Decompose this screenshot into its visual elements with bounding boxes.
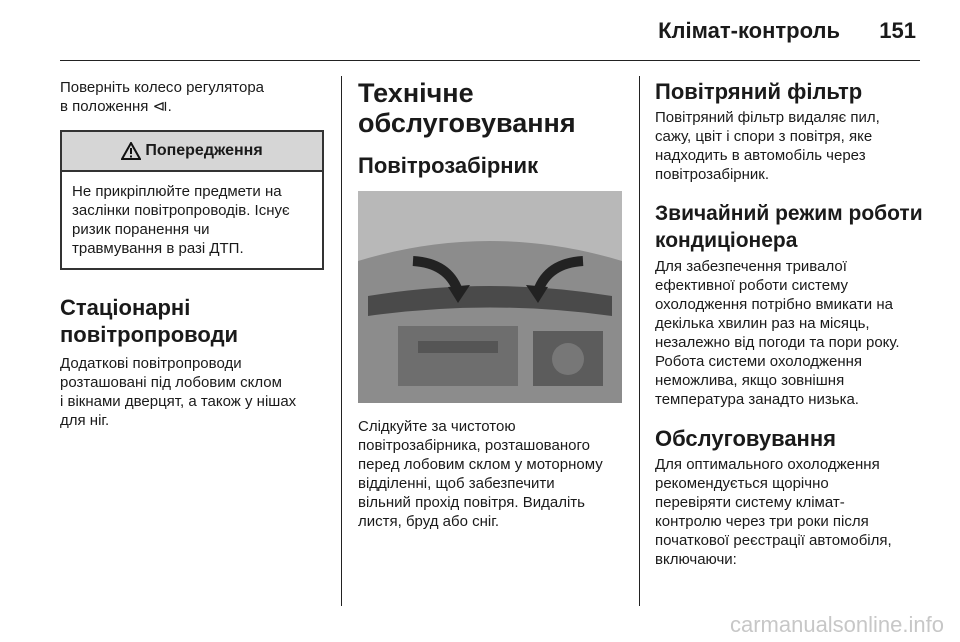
warning-box <box>60 130 324 270</box>
ac-operation-text: Для забезпечення тривалої ефективної роботи систему охолодження потрібно вмикати на декілька хвилин раз на місяць, незалежно від погоди та пори року. Робота системи охолодження неможлива, якщо зовнішня температура занадто низька. <box>655 258 900 408</box>
column-1 <box>60 78 326 430</box>
warning-line: заслінки повітропроводів. Існує <box>72 202 290 219</box>
warning-header <box>62 132 322 172</box>
header-divider <box>60 60 920 61</box>
heading-air-intake: Повітрозабірник <box>358 153 539 178</box>
column-3 <box>655 78 923 569</box>
heading-maintenance: Технічне обслуговування <box>358 78 576 138</box>
service-text: Для оптимального охолодження рекомендується щорічно перевіряти систему клімат- контролю через три роки після початкової реєстрації автомобіля, включаючи: <box>655 456 892 568</box>
column-divider-1 <box>341 76 342 606</box>
air-intake-text: Слідкуйте за чистотою повітрозабірника, розташованого перед лобовим склом у моторному відділенні, щоб забезпечити вільний прохід повітря. Видаліть листя, бруд або сніг. <box>358 418 603 530</box>
warning-line: травмування в разі ДТП. <box>72 240 244 257</box>
intro-line-1: Поверніть колесо регулятора <box>60 79 265 96</box>
page-number: 151 <box>879 18 916 43</box>
fixed-vents-text: Додаткові повітропроводи розташовані під лобовим склом і вікнами дверцят, а також у нішах для ніг. <box>60 355 297 429</box>
column-2 <box>358 78 626 531</box>
air-filter-text: Повітряний фільтр видаляє пил, сажу, цвіт і спори з повітря, яке надходить в автомобіль через повітрозабірник. <box>655 109 880 183</box>
heading-service: Обслуговування <box>655 426 836 451</box>
column-divider-2 <box>639 76 640 606</box>
warning-body <box>62 172 322 268</box>
intro-line-2: в положення ⧏. <box>60 98 172 115</box>
watermark: carmanualsonline.info <box>729 612 944 637</box>
warning-line: ризик поранення чи <box>72 221 210 238</box>
warning-line: Не прикріплюйте предмети на <box>72 183 282 200</box>
heading-air-filter: Повітряний фільтр <box>655 79 863 104</box>
page-header-title: Клімат-контроль <box>658 18 840 43</box>
warning-title: Попередження <box>145 142 263 159</box>
heading-ac-operation: Звичайний режим роботи кондиціонера <box>655 202 923 252</box>
warning-triangle-icon <box>121 142 141 160</box>
engine-bay-photo <box>358 191 622 403</box>
vent-position-icon: ⧏. <box>152 98 172 115</box>
heading-fixed-vents: Стаціонарні повітропроводи <box>60 295 239 347</box>
